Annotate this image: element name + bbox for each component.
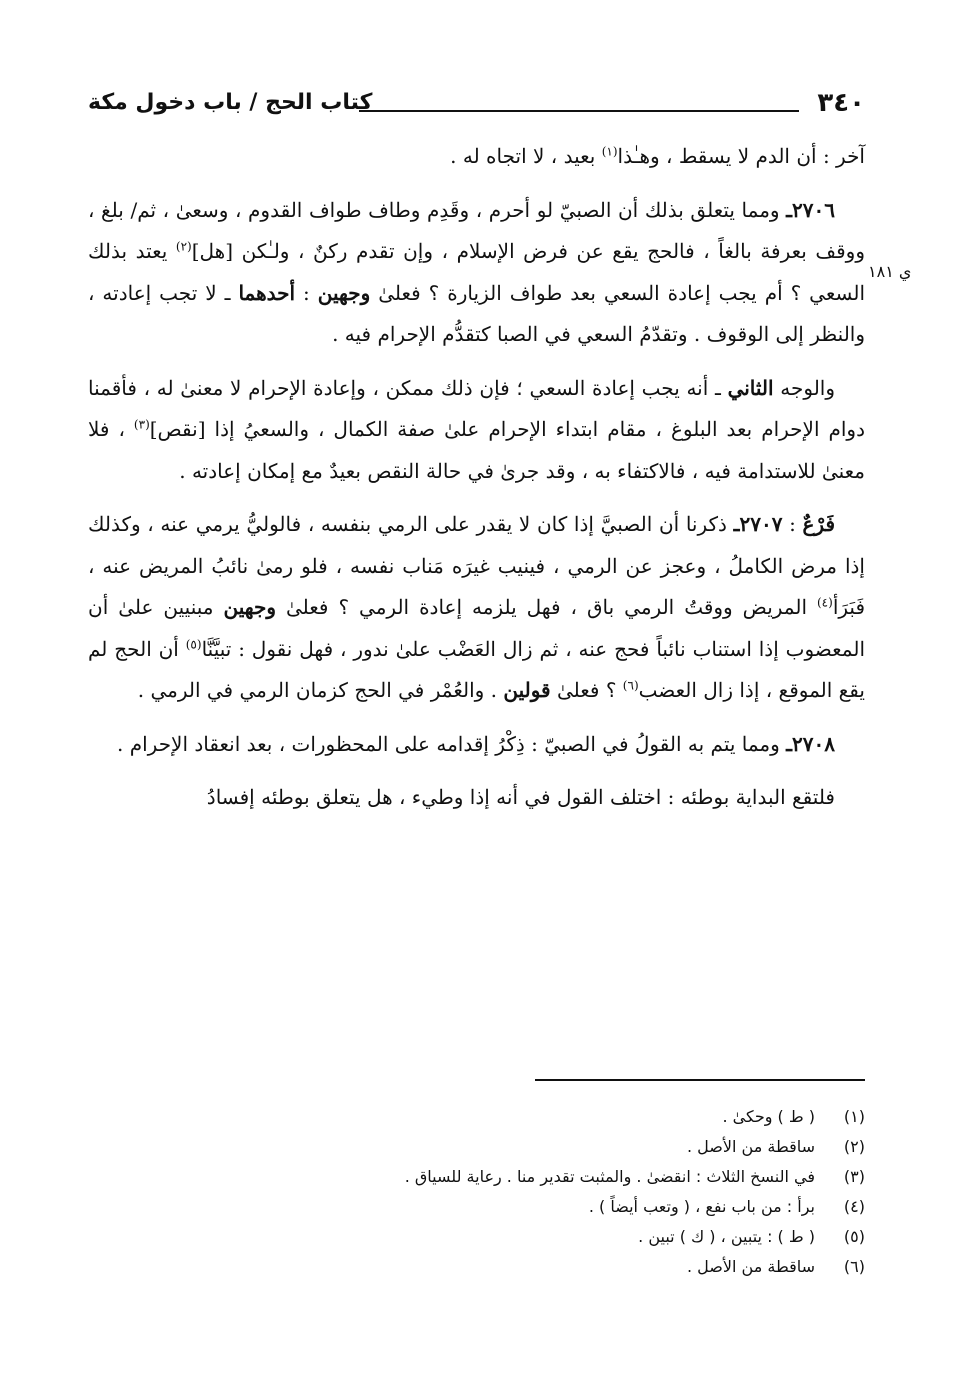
text-run: فلتقع البداية بوطئه : اختلف القول في أنه إذا وطيء ، هل يتعلق بوطئه إفسادُ xyxy=(206,785,835,809)
page-number: ٣٤٠ xyxy=(817,88,865,118)
footnote-reference[interactable]: (٤) xyxy=(816,595,833,610)
page-header xyxy=(88,86,865,126)
footnote-reference[interactable]: (٢) xyxy=(175,239,192,254)
text-run: أحدهما xyxy=(238,280,296,305)
footnote-reference[interactable]: (٦) xyxy=(622,678,639,693)
footnote-text: برأ : من باب نفع ، ( وتعب أيضاً ) . xyxy=(588,1197,815,1216)
text-run: قولين xyxy=(503,678,551,702)
text-run: ؟ فعلىٰ xyxy=(550,678,623,702)
footnote xyxy=(140,1102,865,1132)
text-run: بعيد ، لا اتجاه له . xyxy=(450,144,602,168)
text-run: . والعُمْر في الحج كزمان الرمي في الرمي . xyxy=(137,678,504,702)
text-run: ، فلا معنىٰ للاستدامة فيه ، فالاكتفاء به ، وقد جرىٰ في حالة النقص بعيدٌ مع إمكان إعادته . xyxy=(88,417,865,483)
footnote xyxy=(140,1222,865,1252)
footnote-text: في النسخ الثلاث : انقضىٰ . والمثبت تقدير منا . رعاية للسياق . xyxy=(404,1167,815,1186)
text-run: : xyxy=(295,280,318,305)
text-run: آخر : أن الدم لا يسقط ، وهـٰذا xyxy=(617,144,865,168)
text-run: : xyxy=(782,512,803,536)
text-run: ومما يتعلق بذلك أن الصبيّ لو أحرم ، وقَدِم وطاف طواف القدوم ، وسعىٰ ، ثم/ بلغ ، ووقف بعرفة بالغاً ، فالحج يقع عن فرض الإسلام ، وإن تقدم ركنٌ ، ولـٰكن [هل] xyxy=(88,197,865,263)
paragraph xyxy=(88,368,865,493)
text-run: ٢٧٠٧ـ xyxy=(733,512,783,536)
text-run: وجهين xyxy=(317,280,371,305)
text-run: فَرْعٌ xyxy=(802,512,835,536)
footnote-reference[interactable]: (٥) xyxy=(185,636,202,651)
text-run: ـ لا تجب إعادته ، والنظر إلى الوقوف . وتقدّمُ السعي في الصبا كتقدُّم الإحرام فيه . xyxy=(88,280,865,346)
footnote-text: ( ط ) وحكىٰ . xyxy=(722,1107,815,1126)
footnote xyxy=(140,1192,865,1222)
footnote-reference[interactable]: (٣) xyxy=(133,417,150,432)
footnote xyxy=(140,1252,865,1282)
main-text xyxy=(88,136,865,831)
footnote-number: (٤) xyxy=(843,1197,865,1216)
footnote-text: ( ط ) : يتبين ، ( ك ) تبين . xyxy=(638,1227,815,1246)
footnote-number: (٣) xyxy=(843,1167,865,1186)
footnote-number: (٢) xyxy=(843,1137,865,1156)
paragraph xyxy=(88,190,865,356)
footnote-separator xyxy=(535,1079,865,1081)
text-run: مبنيين علىٰ أن المعضوب إذا استناب نائباً فحج عنه ، ثم زال العَضْب علىٰ ندور ، فهل نقول : تبيَّنَّا xyxy=(88,595,865,661)
text-run: ومما يتم به القولُ في الصبيّ : ذِكْرُ إقدامه على المحظورات ، بعد انعقاد الإحرام . xyxy=(117,731,787,756)
text-run: وجهين xyxy=(223,595,276,619)
footnote-number: (٥) xyxy=(843,1227,865,1246)
running-title: كتاب الحج / باب دخول مكة xyxy=(88,90,373,115)
footnote-text: ساقطة من الأصل . xyxy=(687,1137,815,1156)
footnote-reference[interactable]: (١) xyxy=(601,144,618,159)
footnote-number: (٦) xyxy=(843,1257,865,1276)
text-run: يعتد بذلك السعي ؟ أم يجب إعادة السعي بعد طواف الزيارة ؟ فعلىٰ xyxy=(88,239,865,305)
text-run: والوجه xyxy=(773,375,835,400)
footnote-number: (١) xyxy=(843,1107,865,1126)
text-run: المريض ووقتُ الرمي باق ، فهل يلزمه إعادة الرمي ؟ فعلىٰ xyxy=(275,595,817,619)
paragraph xyxy=(88,724,865,766)
footnote xyxy=(140,1162,865,1192)
paragraph xyxy=(88,136,865,178)
footnote-text: ساقطة من الأصل . xyxy=(687,1257,815,1276)
text-run: ذكرنا أن الصبيَّ إذا كان لا يقدر على الرمي بنفسه ، فالوليُّ يرمي عنه ، وكذلك إذا مرض الكاملُ ، وعجز عن الرمي ، فينيب غيرَه مَناب نفسه ، فلو رمىٰ نائبُ المريض عنه ، فَبَرَأ xyxy=(88,512,865,619)
footnote xyxy=(140,1132,865,1162)
text-run: ـ أنه يجب إعادة السعي ؛ فإن ذلك ممكن ، وإعادة الإحرام لا معنىٰ له ، فأقمنا دوام الإحرام بعد البلوغ ، مقام ابتداء الإحرام علىٰ صفة الكمال ، والسعيُ إذا [نقص] xyxy=(88,375,865,441)
paragraph-number: ٢٧٠٦ـ xyxy=(786,197,835,222)
paragraph-number: ٢٧٠٨ـ xyxy=(786,731,835,756)
header-rule xyxy=(359,110,799,112)
footnotes xyxy=(140,1102,865,1282)
paragraph xyxy=(88,504,865,712)
margin-folio-reference: ي ١٨١ xyxy=(868,262,912,281)
paragraph xyxy=(88,777,865,819)
text-run: الثاني xyxy=(727,375,774,400)
text-run: أن الحج لم يقع الموقع ، إذا زال العضب xyxy=(88,636,865,702)
